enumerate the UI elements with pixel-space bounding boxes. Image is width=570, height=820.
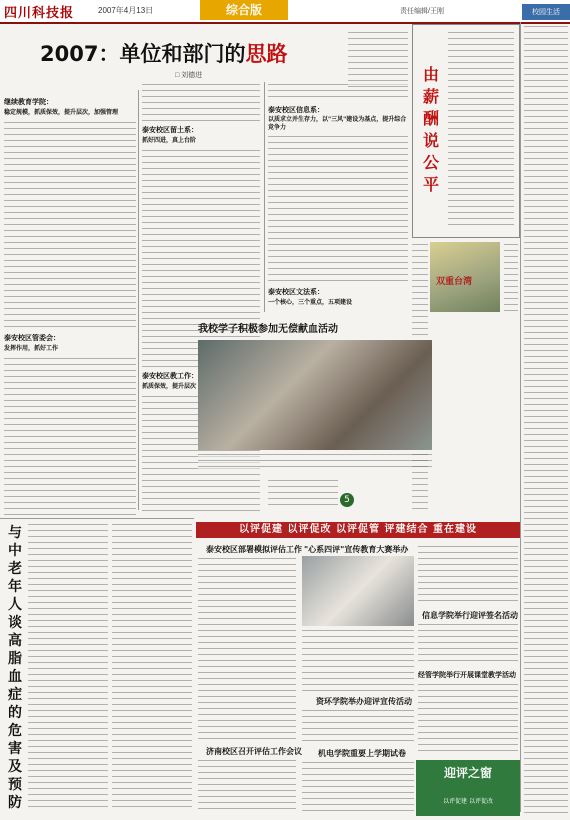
right-section2-subheading: 一个核心，三个重点，五项建设 bbox=[268, 299, 353, 306]
news-title: 机电学院重要上学期试卷 bbox=[318, 749, 406, 758]
commentary-title: 由薪酬说公平 bbox=[422, 65, 439, 194]
article-text-block bbox=[348, 30, 408, 90]
middle-section-heading: 泰安校区留土系： bbox=[142, 126, 198, 134]
article-text-block bbox=[268, 478, 338, 510]
issue-date: 2007年4月13日 bbox=[98, 6, 154, 15]
headline-prefix: 2007：单位和部门的 bbox=[40, 42, 246, 66]
news-title: 经管学院举行开展课堂教学活动 bbox=[418, 671, 516, 679]
sidebar-text bbox=[524, 24, 568, 814]
article-text-block bbox=[198, 758, 296, 814]
newspaper-brand: 四川科技报 bbox=[4, 6, 75, 21]
page-number: 5 bbox=[340, 493, 354, 507]
article-text-block bbox=[4, 356, 136, 516]
section-label: 综合版 bbox=[200, 0, 288, 20]
left-section-heading: 继续教育学院： bbox=[4, 98, 53, 106]
section-divider bbox=[0, 518, 194, 519]
left-section-subheading: 稳定规模，抓质保效，提升层次，加强管理 bbox=[4, 109, 119, 116]
article-text-block bbox=[418, 622, 518, 666]
evaluation-banner: 以评促建 以评促改 以评促管 评建结合 重在建设 bbox=[196, 522, 520, 538]
article-text-block bbox=[28, 522, 108, 812]
headline-highlight: 思路 bbox=[245, 42, 288, 66]
editor-credit: 责任编辑/王刚 bbox=[400, 8, 444, 15]
badge-subtitle: 以评促建 以评促改 bbox=[443, 798, 493, 805]
news-title: "心系四评"宣传教育大赛举办 bbox=[304, 545, 409, 554]
blood-donation-photo bbox=[198, 340, 432, 450]
right-section-heading: 泰安校区信息系： bbox=[268, 106, 324, 114]
article-text-block bbox=[302, 708, 414, 744]
badge-title: 迎评之窗 bbox=[443, 766, 492, 780]
commentary-text bbox=[448, 30, 514, 230]
right-section2-heading: 泰安校区文法系： bbox=[268, 288, 324, 296]
photo-story-title: 我校学子积极参加无偿献血活动 bbox=[198, 324, 338, 335]
book-cover-label: 双重台湾 bbox=[436, 277, 473, 287]
article-text-block bbox=[268, 134, 408, 284]
byline: □ 刘德进 bbox=[175, 72, 203, 79]
article-text-block bbox=[302, 628, 414, 692]
middle-section2-heading: 泰安校区教工作： bbox=[142, 372, 198, 380]
contest-photo bbox=[302, 556, 414, 626]
news-title: 信息学院举行迎评签名活动 bbox=[422, 611, 518, 620]
photo-caption bbox=[198, 452, 432, 472]
article-text-block bbox=[142, 82, 260, 122]
left-section2-subheading: 发挥作用，抓好工作 bbox=[4, 345, 59, 352]
news-title: 泰安校区部署模拟评估工作 bbox=[206, 545, 302, 554]
middle-section2-subheading: 抓质保效，提升层次 bbox=[142, 383, 197, 390]
article-text-block bbox=[418, 682, 518, 756]
article-text-block bbox=[302, 760, 414, 814]
article-text-block bbox=[198, 556, 296, 742]
article-text-block bbox=[112, 522, 192, 812]
health-article-title: 与中老年人谈高脂血症的危害及预防 bbox=[8, 525, 22, 811]
column-divider bbox=[138, 90, 139, 510]
column-divider bbox=[264, 82, 265, 312]
middle-section-subheading: 抓好四进，真上台阶 bbox=[142, 137, 197, 144]
page-headline bbox=[40, 38, 287, 68]
article-text-block bbox=[4, 120, 136, 330]
news-title: 资环学院举办迎评宣传活动 bbox=[316, 697, 412, 706]
article-text-block bbox=[418, 544, 518, 606]
sidebar-divider bbox=[520, 22, 521, 812]
right-section-subheading: 以质求立并生存力，以"三风"建设为基点，提升综合竞争力 bbox=[268, 116, 407, 131]
sidebar-header: 校园生活 bbox=[522, 4, 570, 20]
article-text-block bbox=[142, 148, 260, 368]
article-text-block bbox=[504, 242, 518, 312]
news-title: 济南校区召开评估工作会议 bbox=[206, 747, 302, 756]
left-section2-heading: 泰安校区管委会： bbox=[4, 334, 60, 342]
